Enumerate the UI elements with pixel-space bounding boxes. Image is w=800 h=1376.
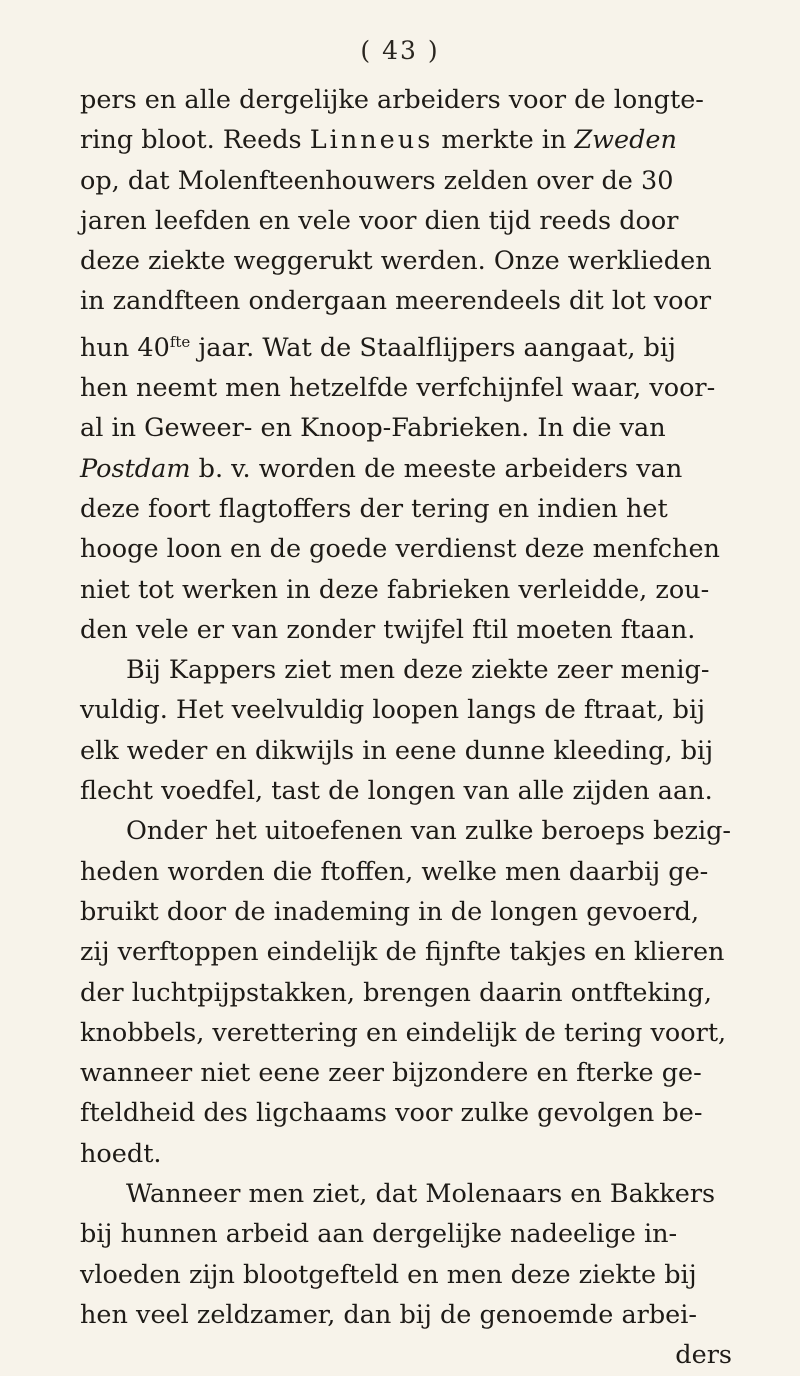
text-segment: niet tot werken in deze fabrieken verleidde, zou-: [80, 574, 710, 605]
superscript: fte: [169, 332, 191, 351]
body-text: [80, 80, 740, 1376]
text-line: [80, 973, 740, 1013]
text-segment: wanneer niet eene zeer bijzondere en fterke ge-: [80, 1058, 702, 1089]
text-line: [80, 1013, 740, 1053]
text-segment: bruikt door de inademing in de longen gevoerd,: [80, 896, 700, 927]
text-segment: op, dat Molenfteenhouwers zelden over de 30: [80, 165, 674, 196]
italic-word: Postdam: [80, 453, 191, 484]
text-line: [80, 852, 740, 892]
text-line: [80, 811, 740, 851]
text-line: [80, 650, 740, 690]
text-segment: Bij Kappers ziet men deze ziekte zeer menig-: [126, 655, 710, 686]
text-segment: pers en alle dergelijke arbeiders voor de longte-: [80, 85, 704, 115]
text-segment: elk weder en dikwijls in eene dunne kleeding, bij: [80, 735, 714, 766]
text-line: [80, 408, 740, 448]
text-line: [80, 1335, 740, 1375]
text-segment: flecht voedfel, tast de longen van alle zijden aan.: [80, 776, 713, 807]
text-segment: Wanneer men ziet, dat Molenaars en Bakkers: [126, 1179, 716, 1210]
text-segment: heden worden die ftoffen, welke men daarbij ge-: [80, 856, 709, 887]
text-line: [80, 892, 740, 932]
text-segment: al in Geweer- en Knoop-Fabrieken. In die van: [80, 413, 666, 444]
text-line: [80, 731, 740, 771]
text-line: [80, 161, 740, 201]
text-segment: bij hunnen arbeid aan dergelijke nadeelige in-: [80, 1219, 678, 1250]
text-segment: hun 40: [80, 332, 170, 363]
text-segment: b. v. worden de meeste arbeiders van: [190, 453, 683, 484]
text-line: [80, 281, 740, 321]
text-segment: der luchtpijpstakken, brengen daarin ontfteking,: [80, 977, 712, 1008]
text-segment: jaren leefden en vele voor dien tijd reeds door: [80, 205, 679, 236]
text-line: [80, 1093, 740, 1133]
text-line: [80, 368, 740, 408]
text-line: [80, 610, 740, 650]
text-segment: fteldheid des ligchaams voor zulke gevolgen be-: [80, 1098, 703, 1129]
text-segment: merkte in: [433, 125, 575, 156]
text-line: [80, 1053, 740, 1093]
text-line: [80, 570, 740, 610]
text-line: [80, 120, 740, 160]
text-segment: hen veel zeldzamer, dan bij de genoemde arbei-: [80, 1299, 698, 1330]
text-segment: vuldig. Het veelvuldig loopen langs de ftraat, bij: [80, 695, 706, 726]
text-segment: hen neemt men hetzelfde verfchijnfel waar, voor-: [80, 373, 716, 404]
text-segment: jaar. Wat de Staalflijpers aangaat, bij: [190, 332, 676, 363]
text-segment: hooge loon en de goede verdienst deze menfchen: [80, 534, 720, 565]
text-line: [80, 1174, 740, 1214]
text-segment: den vele er van zonder twijfel ftil moeten ftaan.: [80, 614, 696, 645]
text-line: [80, 932, 740, 972]
text-segment: Onder het uitoefenen van zulke beroeps bezig-: [126, 816, 732, 847]
text-line: [80, 322, 740, 368]
text-segment: in zandfteen ondergaan meerendeels dit lot voor: [80, 286, 712, 317]
text-line: [80, 449, 740, 489]
text-line: [80, 201, 740, 241]
text-segment: vloeden zijn blootgefteld en men deze ziekte bij: [80, 1259, 697, 1290]
text-line: [80, 489, 740, 529]
text-line: [80, 690, 740, 730]
text-line: [80, 529, 740, 569]
text-line: [80, 771, 740, 811]
text-line: [80, 1214, 740, 1254]
text-segment: ders: [675, 1340, 732, 1371]
text-line: [80, 1134, 740, 1174]
text-line: [80, 241, 740, 281]
text-segment: ring bloot. Reeds: [80, 125, 310, 156]
text-line: [80, 1255, 740, 1295]
text-line: [80, 80, 740, 120]
text-segment: deze ziekte weggerukt werden. Onze werklieden: [80, 246, 712, 277]
text-line: [80, 1295, 740, 1335]
text-segment: hoedt.: [80, 1138, 162, 1169]
italic-word: Zweden: [574, 125, 677, 156]
text-segment: deze foort flagtoffers der tering en indien het: [80, 493, 668, 524]
small-caps-name: Linneus: [309, 125, 434, 156]
page-number: ( 43 ): [360, 36, 440, 65]
text-segment: knobbels, verettering en eindelijk de tering voort,: [80, 1017, 727, 1048]
text-segment: zij verftoppen eindelijk de fijnfte takjes en klieren: [80, 937, 725, 968]
